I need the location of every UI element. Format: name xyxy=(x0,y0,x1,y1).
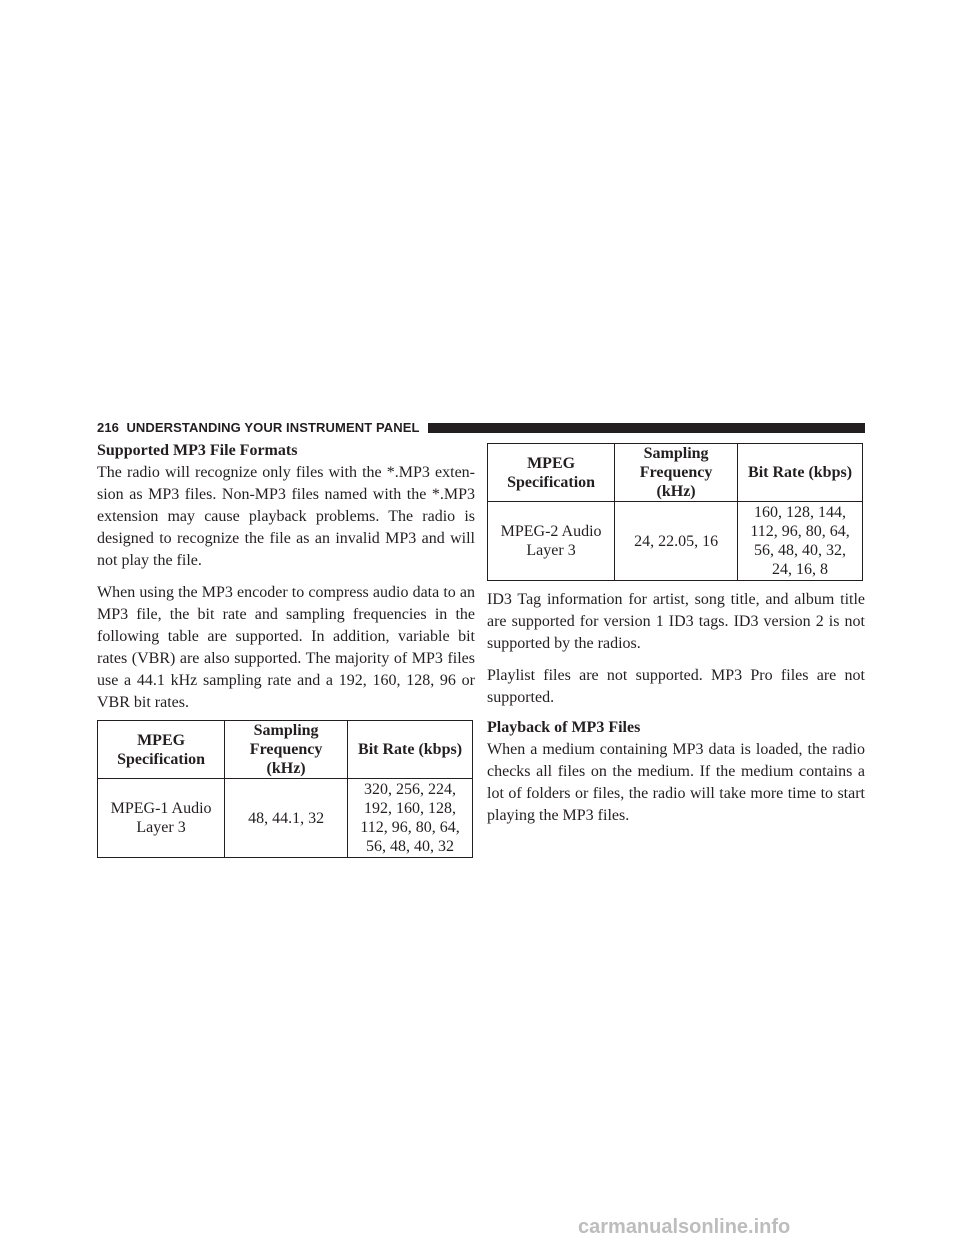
column-header: Bit Rate (kbps) xyxy=(348,721,473,779)
table-cell: 48, 44.1, 32 xyxy=(225,779,348,858)
section-title: UNDERSTANDING YOUR INSTRUMENT PANEL xyxy=(126,420,420,435)
paragraph: ID3 Tag information for artist, song title, and album title are supported for version 1 ID3 tags. ID3 version 2 is not supported by the radios. xyxy=(487,591,865,652)
table-cell: 24, 22.05, 16 xyxy=(615,502,738,581)
left-column xyxy=(97,440,475,862)
paragraph: Playlist files are not supported. MP3 Pro files are not supported. xyxy=(487,667,865,706)
column-header: MPEG Specification xyxy=(98,721,225,779)
table-header-row xyxy=(98,721,473,779)
paragraph: The radio will recognize only files with the *.MP3 exten-sion as MP3 files. Non-MP3 files named with the *.MP3 extension may cause playback problems. The radio is designed to recognize the file as an invalid MP3 and will not play the file. xyxy=(97,464,475,569)
mpeg2-spec-table xyxy=(487,443,863,581)
table-cell: 160, 128, 144, 112, 96, 80, 64, 56, 48, 40, 32, 24, 16, 8 xyxy=(738,502,863,581)
page-header xyxy=(97,419,865,437)
table-cell: MPEG-1 Audio Layer 3 xyxy=(98,779,225,858)
header-text xyxy=(97,419,428,437)
column-header: Bit Rate (kbps) xyxy=(738,444,863,502)
paragraph: When a medium containing MP3 data is loaded, the radio checks all files on the medium. If the medium contains a lot of folders or files, the radio will take more time to start playing the MP3 files. xyxy=(487,741,865,824)
column-header: MPEG Specification xyxy=(488,444,615,502)
table-header-row xyxy=(488,444,863,502)
section-heading-playback: Playback of MP3 Files xyxy=(487,719,641,736)
table-cell: 320, 256, 224, 192, 160, 128, 112, 96, 80, 64, 56, 48, 40, 32 xyxy=(348,779,473,858)
watermark-logo: carmanualsonline.info xyxy=(578,1216,791,1238)
table-cell: MPEG-2 Audio Layer 3 xyxy=(488,502,615,581)
section-heading-supported-formats: Supported MP3 File Formats xyxy=(97,442,298,459)
paragraph: When using the MP3 encoder to compress audio data to an MP3 file, the bit rate and sampling frequencies in the following table are supported. In addition, variable bit rates (VBR) are also supported. The majority of MP3 files use a 44.1 kHz sampling rate and a 192, 160, 128, 96 or VBR bit rates. xyxy=(97,584,475,711)
table-row xyxy=(488,502,863,581)
column-header: Sampling Frequency (kHz) xyxy=(225,721,348,779)
page-number: 216 xyxy=(97,420,119,435)
table-row xyxy=(98,779,473,858)
column-header: Sampling Frequency (kHz) xyxy=(615,444,738,502)
right-column xyxy=(487,440,865,837)
mpeg1-spec-table xyxy=(97,720,473,858)
